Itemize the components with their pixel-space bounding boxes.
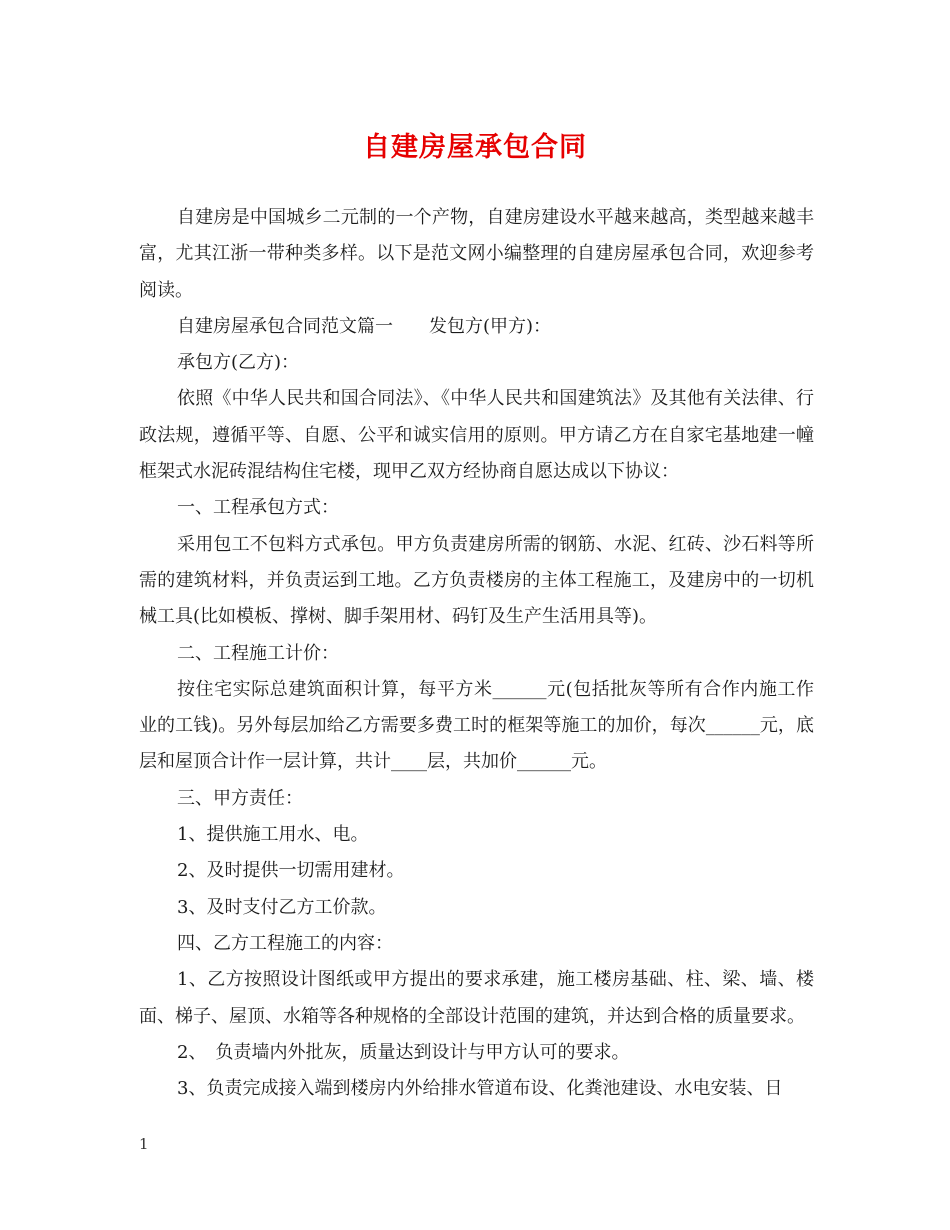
section-heading-party-b-scope: 四、乙方工程施工的内容： (177, 932, 393, 954)
document-title: 自建房屋承包合同 (363, 132, 587, 163)
list-item: 2、及时提供一切需用建材。 (177, 860, 405, 882)
list-item: 3、负责完成接入端到楼房内外给排水管道布设、化粪池建设、水电安装、日 (177, 1078, 783, 1100)
page-number: 1 (139, 1135, 149, 1153)
section-heading-party-a-duties: 三、甲方责任： (177, 787, 303, 809)
document-body (139, 200, 814, 1107)
list-item: 3、及时支付乙方工价款。 (177, 896, 387, 918)
paragraph-contract-heading: 自建房屋承包合同范文篇一 发包方(甲方)： (177, 315, 552, 337)
list-item: 2、 负责墙内外批灰，质量达到设计与甲方认可的要求。 (177, 1041, 630, 1063)
list-item: 1、提供施工用水、电。 (177, 824, 369, 846)
paragraph-pricing: 按住宅实际总建筑面积计算，每平方米______元(包括批灰等所有合作内施工作业的工钱)。另外每层加给乙方需要多费工时的框架等施工的加价，每次______元，底层和屋顶合计作一层计算，共计____层，共加价______元。 (139, 678, 814, 773)
paragraph-legal-basis: 依照《中华人民共和国合同法》、《中华人民共和国建筑法》及其他有关法律、行政法规，遵循平等、自愿、公平和诚实信用的原则。甲方请乙方在自家宅基地建一幢框架式水泥砖混结构住宅楼，现甲乙双方经协商自愿达成以下协议： (139, 388, 814, 483)
section-heading-contract-method: 一、工程承包方式： (177, 497, 339, 519)
list-item: 1、乙方按照设计图纸或甲方提出的要求承建，施工楼房基础、柱、梁、墙、楼面、梯子、屋顶、水箱等各种规格的全部设计范围的建筑，并达到合格的质量要求。 (139, 969, 814, 1027)
paragraph-contract-method: 采用包工不包料方式承包。甲方负责建房所需的钢筋、水泥、红砖、沙石料等所需的建筑材料，并负责运到工地。乙方负责楼房的主体工程施工，及建房中的一切机械工具(比如模板、撑树、脚手架用材、码钉及生产生活用具等)。 (139, 533, 814, 628)
paragraph-intro: 自建房是中国城乡二元制的一个产物，自建房建设水平越来越高，类型越来越丰富，尤其江浙一带种类多样。以下是范文网小编整理的自建房屋承包合同，欢迎参考阅读。 (139, 207, 814, 301)
paragraph-contractor: 承包方(乙方)： (177, 352, 300, 374)
section-heading-pricing: 二、工程施工计价： (177, 642, 339, 664)
